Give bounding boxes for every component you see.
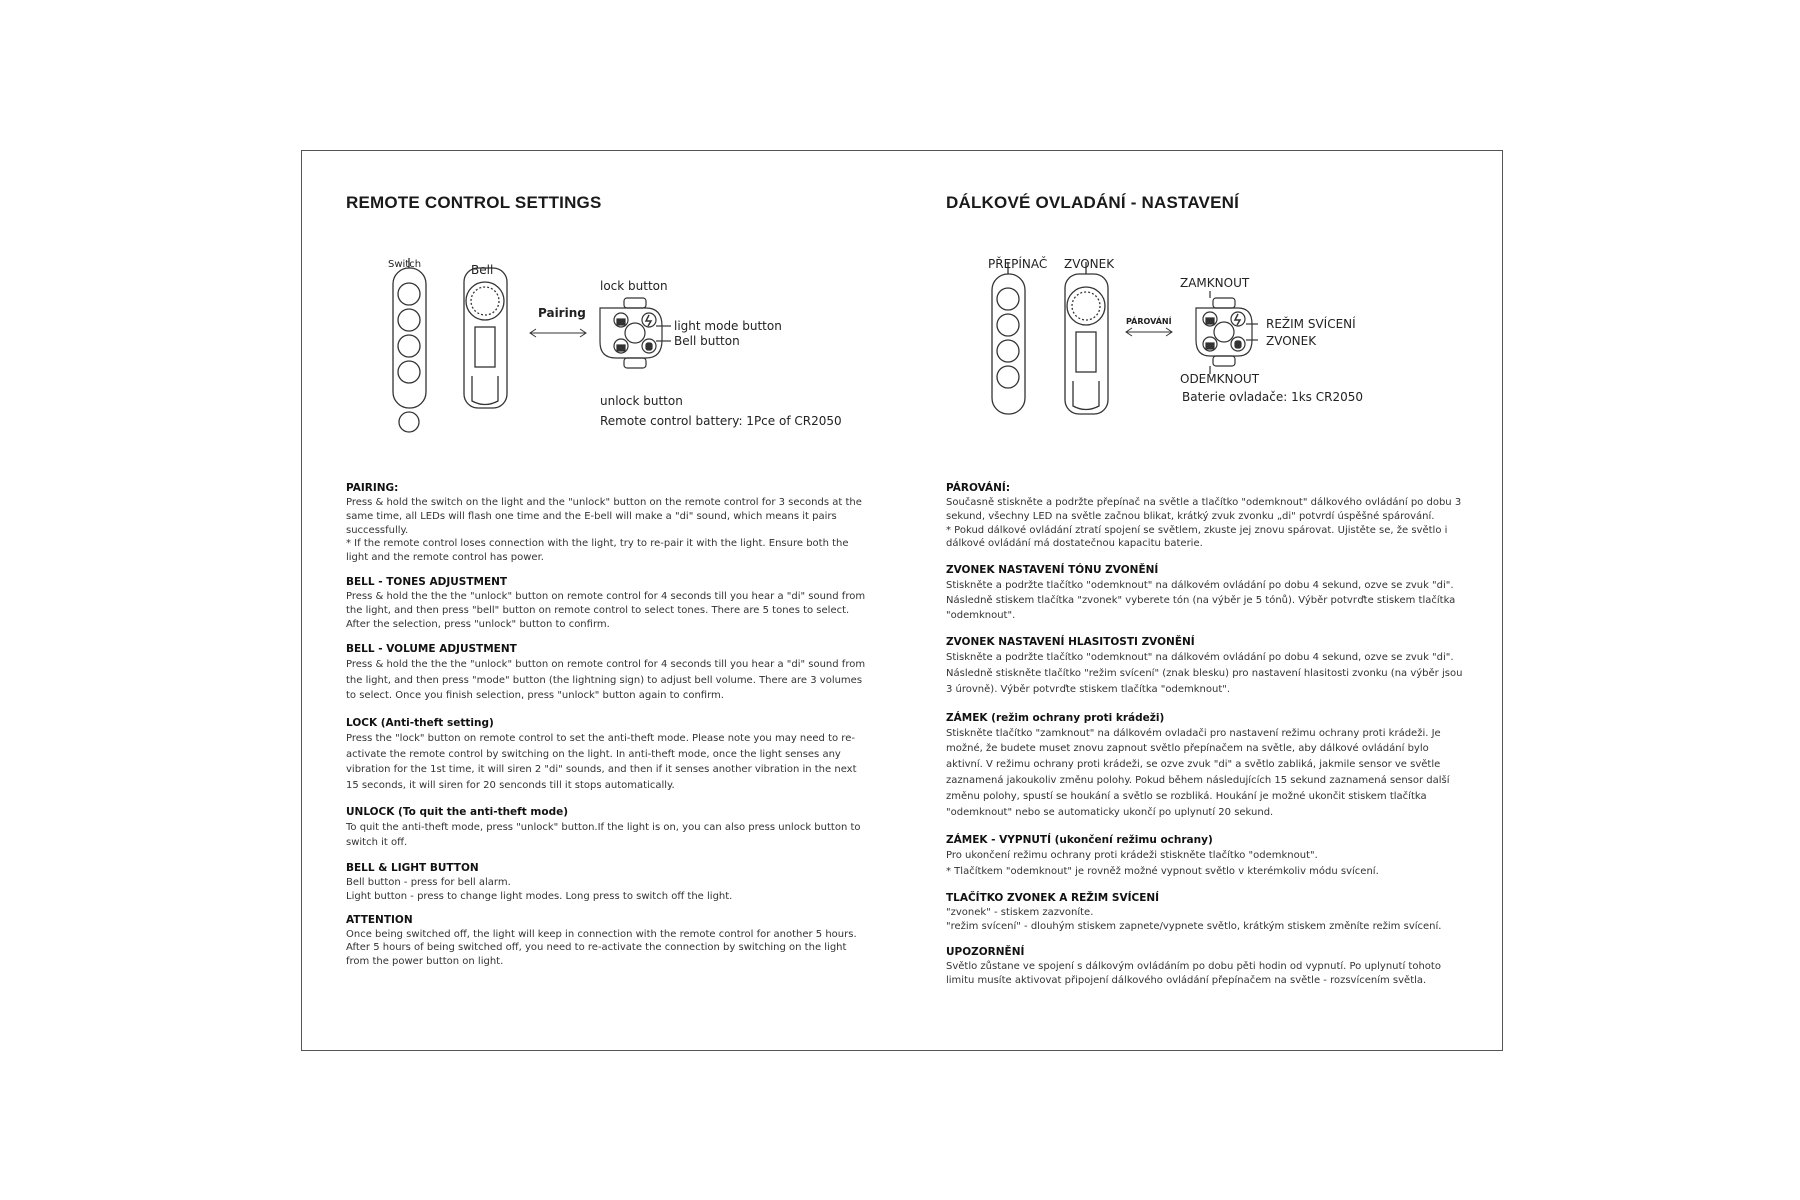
bell-volume-section	[946, 636, 1466, 697]
manual-page	[301, 150, 1503, 1051]
section-title: ZÁMEK (režim ochrany proti krádeži)	[946, 711, 1165, 724]
section-text: Press & hold the the the "unlock" button on remote control for 4 seconds till you hear a "di" sound from the light, and then press "bell" button on remote control to select tones. There are 5 tones to select. After the selection, press "unlock" button to confirm.	[346, 590, 866, 630]
battery-note: Remote control battery: 1Pce of CR2050	[600, 414, 842, 428]
bell-label: ZVONEK	[1064, 257, 1115, 271]
section-text: Press & hold the the the "unlock" button on remote control for 4 seconds till you hear a "di" sound from the light, and then press "mode" button (the lightning sign) to adjust bell volume. There are 3 volumes to select. Once you finish selection, press "unlock" button again to confirm.	[346, 659, 866, 702]
bell-light-section	[346, 862, 866, 904]
section-text: Once being switched off, the light will keep in connection with the remote control for another 5 hours. After 5 hours of being switched off, you need to re-activate the connection by switching on the light from the power button on light.	[346, 928, 857, 968]
section-text: * Tlačítkem "odemknout" je rovněž možné vypnout světlo v kterémkoliv módu svícení.	[946, 865, 1379, 877]
bell-volume-section	[346, 643, 866, 704]
unlock-section	[946, 834, 1466, 879]
section-title: UPOZORNĚNÍ	[946, 945, 1025, 958]
pairing-label: Pairing	[538, 306, 586, 320]
section-title: BELL - VOLUME ADJUSTMENT	[346, 643, 517, 656]
battery-note: Baterie ovladače: 1ks CR2050	[1182, 390, 1363, 404]
attention-section	[946, 946, 1466, 988]
remote-diagram	[346, 236, 906, 456]
unlock-button-label: unlock button	[600, 394, 683, 408]
section-title: ATTENTION	[346, 913, 413, 926]
switch-label: Switch	[388, 259, 422, 270]
section-title: ZÁMEK - VYPNUTÍ (ukončení režimu ochrany)	[946, 834, 1213, 847]
bell-light-section	[946, 892, 1466, 934]
pairing-label: PÁROVÁNÍ	[1126, 317, 1172, 326]
attention-section	[346, 914, 866, 969]
bell-tones-section	[946, 564, 1466, 623]
bell-tones-section	[346, 576, 866, 631]
remote-control-icon	[600, 298, 671, 368]
page-title: REMOTE CONTROL SETTINGS	[346, 193, 602, 212]
section-text: Stiskněte a podržte tlačítko "odemknout" na dálkovém ovládání po dobu 4 sekund, ozve se zvuk "di". Následně stiskněte tlačítko "režim svícení" (znak blesku) pro nastavení hlasitosti zvonku (na výběr jsou 3 úrovně). Výběr potvrďte stiskem tlačítka "odemknout".	[946, 652, 1463, 695]
unlock-button-label: ODEMKNOUT	[1180, 372, 1260, 386]
section-title: LOCK (Anti-theft setting)	[346, 716, 494, 729]
section-title: UNLOCK (To quit the anti-theft mode)	[346, 806, 569, 819]
lock-button-label: lock button	[600, 279, 668, 293]
section-title: TLAČÍTKO ZVONEK A REŽIM SVÍCENÍ	[946, 892, 1160, 905]
section-title: ZVONEK NASTAVENÍ HLASITOSTI ZVONĚNÍ	[946, 636, 1195, 649]
bell-label: Bell	[471, 263, 494, 277]
switch-device-icon	[992, 262, 1025, 414]
lock-button-label: ZAMKNOUT	[1180, 276, 1250, 290]
section-text: Pro ukončení režimu ochrany proti krádeži stiskněte tlačítko "odemknout".	[946, 850, 1318, 862]
section-text: * If the remote control loses connection with the light, try to re-pair it with the light. Ensure both the light and the remote control has power.	[346, 538, 849, 564]
pairing-arrow-icon	[1126, 328, 1172, 336]
bell-button-label: Bell button	[674, 334, 740, 348]
pairing-arrow-icon	[530, 329, 586, 337]
section-text: Stiskněte tlačítko "zamknout" na dálkovém ovladači pro nastavení režimu ochrany proti krádeži. Je možné, že budete muset znovu zapnout světlo přepínačem na světle, aby dálkové ovládání bylo aktivní. V režimu ochrany proti krádeži, se ozve zvuk "di" a světlo zabliká, jakmile sensor ve světle zaznamená jakoukoliv změnu polohy. Pokud během následujících 15 sekund zaznamená sensor další změnu polohy, spustí se houkání a světlo se rozbliká. Houkání je možné ukončit stiskem tlačítka "odemknout" nebo se automaticky ukončí po uplynutí 20 sekund.	[946, 727, 1450, 818]
section-title: BELL & LIGHT BUTTON	[346, 862, 479, 875]
section-text: To quit the anti-theft mode, press "unlock" button.If the light is on, you can also press unlock button to switch it off.	[346, 822, 861, 849]
section-text: Press & hold the switch on the light and the "unlock" button on the remote control for 3 seconds at the same time, all LEDs will flash one time and the E-bell will make a "di" sound, which means it pairs successfully.	[346, 497, 862, 536]
light-mode-button-label: light mode button	[674, 319, 782, 333]
section-text: Současně stiskněte a podržte přepínač na světle a tlačítko "odemknout" dálkového ovládání po dobu 3 sekund, všechny LED na světle začnou blikat, krátký zvuk zvonku „di" potvrdí úspěšné spárování.	[946, 497, 1462, 522]
section-title: BELL - TONES ADJUSTMENT	[346, 575, 508, 588]
section-text: Světlo zůstane ve spojení s dálkovým ovládáním po dobu pěti hodin od vypnutí. Po uplynutí tohoto limitu musíte aktivovat připojení dálkového ovládání přepínačem na světle - rozsvícením světla.	[946, 960, 1441, 986]
lock-section	[946, 712, 1466, 821]
section-text: "režim svícení" - dlouhým stiskem zapnete/vypnete světlo, krátkým stiskem změníte režim svícení.	[946, 921, 1442, 933]
instruction-sections	[346, 482, 866, 969]
switch-device-icon	[393, 258, 426, 432]
section-text: "zvonek" - stiskem zazvoníte.	[946, 907, 1094, 919]
instruction-sections	[946, 482, 1466, 988]
section-text: * Pokud dálkové ovládání ztratí spojení se světlem, zkuste jej znovu spárovat. Ujistěte se, že světlo i dálkové ovládání má dostatečnou kapacitu baterie.	[946, 524, 1448, 550]
remote-diagram	[946, 236, 1506, 456]
bell-device-icon	[1065, 262, 1108, 414]
unlock-section	[346, 806, 866, 850]
section-title: PÁROVÁNÍ:	[946, 482, 1011, 494]
remote-control-icon	[1196, 291, 1258, 374]
lock-section	[346, 717, 866, 794]
section-text: Press the "lock" button on remote control to set the anti-theft mode. Please note you may need to re-activate the remote control by switching on the light. In anti-theft mode, once the light senses any vibration for the 1st time, it will siren 2 "di" sounds, and then if it senses another vibration in the next 15 seconds, it will siren for 20 senconds till it stops automatically.	[346, 732, 857, 792]
switch-label: PŘEPÍNAČ	[988, 257, 1048, 271]
pairing-section	[946, 482, 1466, 551]
page-title: DÁLKOVÉ OVLADÁNÍ - NASTAVENÍ	[946, 193, 1240, 212]
bell-button-label: ZVONEK	[1266, 334, 1317, 348]
section-text: Light button - press to change light modes. Long press to switch off the light.	[346, 890, 733, 902]
light-mode-button-label: REŽIM SVÍCENÍ	[1266, 317, 1356, 331]
pairing-section	[346, 482, 866, 565]
section-title: ZVONEK NASTAVENÍ TÓNU ZVONĚNÍ	[946, 564, 1159, 577]
section-text: Bell button - press for bell alarm.	[346, 877, 511, 889]
section-text: Stiskněte a podržte tlačítko "odemknout" na dálkovém ovládání po dobu 4 sekund, ozve se zvuk "di". Následně stiskem tlačítka "zvonek" vyberete tón (na výběr je 5 tónů). Výběr potvrďte stiskem tlačítka "odemknout".	[946, 580, 1456, 622]
bell-device-icon	[464, 268, 507, 408]
section-title: PAIRING:	[346, 482, 399, 494]
